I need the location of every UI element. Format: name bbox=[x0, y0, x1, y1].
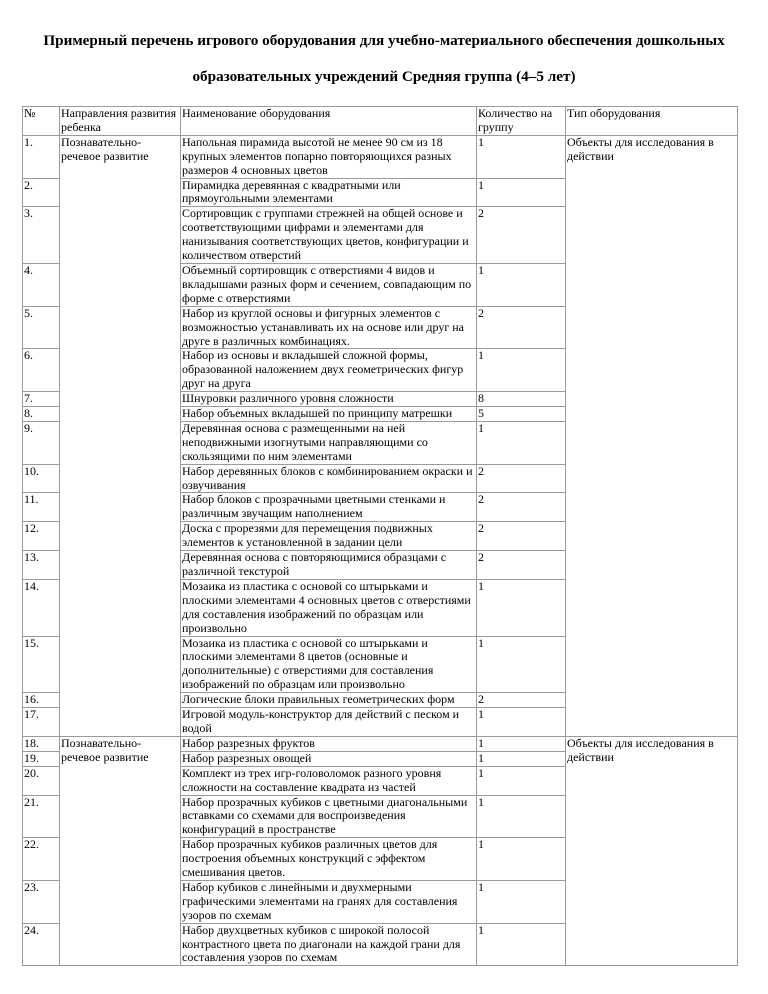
row-number: 21. bbox=[23, 795, 60, 838]
row-number: 14. bbox=[23, 579, 60, 636]
row-number: 6. bbox=[23, 349, 60, 392]
equipment-quantity: 1 bbox=[477, 263, 566, 306]
equipment-quantity: 1 bbox=[477, 736, 566, 751]
equipment-quantity: 1 bbox=[477, 421, 566, 464]
row-number: 24. bbox=[23, 923, 60, 966]
row-number: 13. bbox=[23, 551, 60, 580]
equipment-name: Напольная пирамида высотой не менее 90 см из 18 крупных элементов попарно повторяющихся разных размеров 4 основных цветов bbox=[181, 135, 477, 178]
equipment-quantity: 1 bbox=[477, 349, 566, 392]
equipment-name: Комплект из трех игр-головоломок разного уровня сложности на составление квадрата из частей bbox=[181, 766, 477, 795]
row-number: 10. bbox=[23, 464, 60, 493]
header-quantity: Количество на группу bbox=[477, 107, 566, 136]
table-header bbox=[23, 107, 738, 136]
row-number: 12. bbox=[23, 522, 60, 551]
equipment-name: Набор разрезных фруктов bbox=[181, 736, 477, 751]
equipment-name: Набор деревянных блоков с комбинированием окраски и озвучивания bbox=[181, 464, 477, 493]
equipment-name: Набор кубиков с линейными и двухмерными графическими элементами на гранях для составления узоров по схемам bbox=[181, 880, 477, 923]
equipment-quantity: 2 bbox=[477, 464, 566, 493]
equipment-quantity: 1 bbox=[477, 838, 566, 881]
equipment-quantity: 8 bbox=[477, 392, 566, 407]
row-number: 2. bbox=[23, 178, 60, 207]
equipment-quantity: 2 bbox=[477, 693, 566, 708]
equipment-quantity: 1 bbox=[477, 923, 566, 966]
equipment-name: Набор блоков с прозрачными цветными стенками и различным звучащим наполнением bbox=[181, 493, 477, 522]
equipment-quantity: 2 bbox=[477, 551, 566, 580]
equipment-name: Набор прозрачных кубиков с цветными диагональными вставками со схемами для воспроизведения конфигураций в пространстве bbox=[181, 795, 477, 838]
row-number: 5. bbox=[23, 306, 60, 349]
page-title bbox=[0, 23, 768, 95]
equipment-type-cell: Объекты для исследования в действии bbox=[566, 736, 738, 966]
equipment-name: Доска с прорезями для перемещения подвижных элементов к установленной в задании цели bbox=[181, 522, 477, 551]
equipment-name: Деревянная основа с повторяющимися образцами с различной текстурой bbox=[181, 551, 477, 580]
row-number: 7. bbox=[23, 392, 60, 407]
equipment-quantity: 2 bbox=[477, 493, 566, 522]
row-number: 20. bbox=[23, 766, 60, 795]
equipment-quantity: 1 bbox=[477, 178, 566, 207]
equipment-quantity: 5 bbox=[477, 407, 566, 422]
equipment-name: Набор объемных вкладышей по принципу матрешки bbox=[181, 407, 477, 422]
row-number: 18. bbox=[23, 736, 60, 751]
table-body bbox=[23, 135, 738, 966]
equipment-name: Деревянная основа с размещенными на ней неподвижными изогнутыми направляющими со скользящими по ним элементами bbox=[181, 421, 477, 464]
row-number: 3. bbox=[23, 207, 60, 264]
row-number: 16. bbox=[23, 693, 60, 708]
equipment-quantity: 1 bbox=[477, 751, 566, 766]
equipment-name: Логические блоки правильных геометрических форм bbox=[181, 693, 477, 708]
equipment-name: Набор прозрачных кубиков различных цветов для построения объемных конструкций с эффектом смешивания цветов. bbox=[181, 838, 477, 881]
equipment-type-cell: Объекты для исследования в действии bbox=[566, 135, 738, 736]
row-number: 4. bbox=[23, 263, 60, 306]
header-direction: Направления развития ребенка bbox=[60, 107, 181, 136]
row-number: 15. bbox=[23, 636, 60, 693]
equipment-name: Пирамидка деревянная с квадратными или прямоугольными элементами bbox=[181, 178, 477, 207]
equipment-name: Мозаика из пластика с основой со штырьками и плоскими элементами 8 цветов (основные и дополнительные) с отверстиями для составления изображений по образцам или произвольно bbox=[181, 636, 477, 693]
row-number: 17. bbox=[23, 708, 60, 737]
row-number: 9. bbox=[23, 421, 60, 464]
equipment-name: Набор разрезных овощей bbox=[181, 751, 477, 766]
row-number: 1. bbox=[23, 135, 60, 178]
table-row bbox=[23, 135, 738, 178]
equipment-name: Сортировщик с группами стрежней на общей основе и соответствующими цифрами и элементами для нанизывания соответствующих цветов, конфигурации и количеством отверстий bbox=[181, 207, 477, 264]
row-number: 23. bbox=[23, 880, 60, 923]
row-number: 11. bbox=[23, 493, 60, 522]
row-number: 19. bbox=[23, 751, 60, 766]
row-number: 22. bbox=[23, 838, 60, 881]
equipment-name: Объемный сортировщик с отверстиями 4 видов и вкладышами разных форм и сечением, совпадающим по форме с отверстиями bbox=[181, 263, 477, 306]
equipment-quantity: 2 bbox=[477, 522, 566, 551]
equipment-name: Шнуровки различного уровня сложности bbox=[181, 392, 477, 407]
header-name: Наименование оборудования bbox=[181, 107, 477, 136]
equipment-quantity: 1 bbox=[477, 135, 566, 178]
equipment-quantity: 1 bbox=[477, 636, 566, 693]
equipment-quantity: 2 bbox=[477, 207, 566, 264]
row-number: 8. bbox=[23, 407, 60, 422]
equipment-quantity: 1 bbox=[477, 579, 566, 636]
table-row bbox=[23, 736, 738, 751]
direction-cell: Познавательно-речевое развитие bbox=[60, 135, 181, 736]
header-type: Тип оборудования bbox=[566, 107, 738, 136]
equipment-name: Набор из основы и вкладышей сложной формы, образованной наложением двух геометрических фигур друг на друга bbox=[181, 349, 477, 392]
equipment-quantity: 1 bbox=[477, 708, 566, 737]
equipment-quantity: 1 bbox=[477, 766, 566, 795]
equipment-name: Набор из круглой основы и фигурных элементов с возможностью устанавливать их на основе или друг на друге в различных комбинациях. bbox=[181, 306, 477, 349]
equipment-name: Набор двухцветных кубиков с широкой полосой контрастного цвета по диагонали на каждой грани для составления узоров по схемам bbox=[181, 923, 477, 966]
equipment-quantity: 1 bbox=[477, 880, 566, 923]
page-title-line-1: Примерный перечень игрового оборудования для учебно-материального обеспечения дошкольных bbox=[43, 32, 725, 49]
equipment-table bbox=[22, 106, 738, 966]
direction-cell: Познавательно-речевое развитие bbox=[60, 736, 181, 966]
equipment-name: Игровой модуль-конструктор для действий с песком и водой bbox=[181, 708, 477, 737]
equipment-quantity: 1 bbox=[477, 795, 566, 838]
equipment-name: Мозаика из пластика с основой со штырьками и плоскими элементами 4 основных цветов с отверстиями для составления изображений по образцам или произвольно bbox=[181, 579, 477, 636]
header-num: № bbox=[23, 107, 60, 136]
equipment-quantity: 2 bbox=[477, 306, 566, 349]
table-header-row bbox=[23, 107, 738, 136]
page-title-line-2: образовательных учреждений Средняя группа (4–5 лет) bbox=[192, 68, 576, 85]
